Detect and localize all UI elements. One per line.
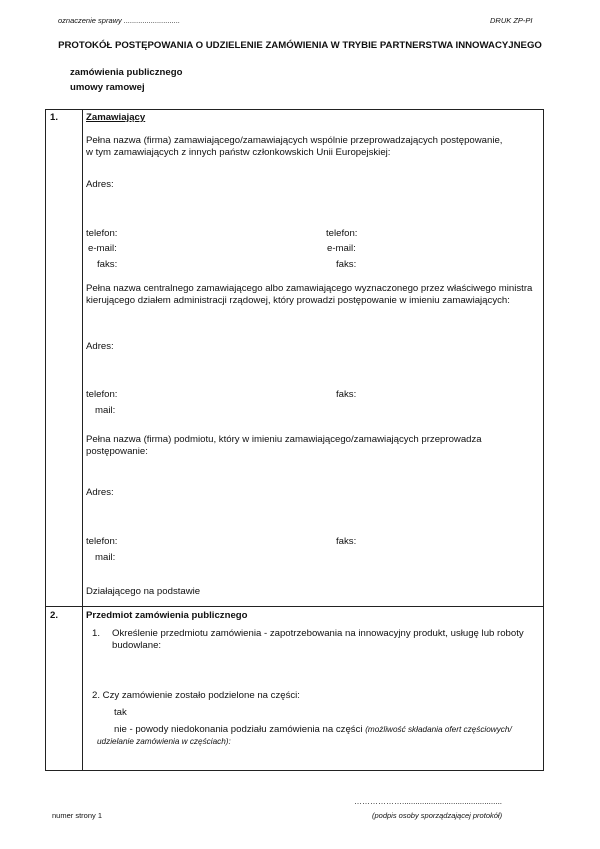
section-2-heading: Przedmiot zamówienia publicznego xyxy=(86,610,248,621)
option-no xyxy=(114,724,512,736)
address-label-2: Adres: xyxy=(86,341,114,352)
subtitle-public-order: zamówienia publicznego xyxy=(70,67,183,78)
phone-label-2: telefon: xyxy=(86,389,118,400)
fax-label-3: faks: xyxy=(336,536,357,547)
signature-caption: (podpis osoby sporządzającej protokół) xyxy=(372,811,503,820)
fax-label-left: faks: xyxy=(97,259,118,270)
form-code: DRUK ZP-PI xyxy=(490,16,533,25)
fax-label-2: faks: xyxy=(336,389,357,400)
section-1-heading: Zamawiający xyxy=(86,112,146,123)
section-2-number: 2. xyxy=(50,610,59,621)
mail-label-3: mail: xyxy=(95,552,116,563)
page-title: PROTOKÓŁ POSTĘPOWANIA O UDZIELENIE ZAMÓWIENIA W TRYBIE PARTNERSTWA INNOWACYJNEGO xyxy=(58,40,542,51)
case-reference: oznaczenie sprawy ........................... xyxy=(58,16,181,25)
mail-label-2: mail: xyxy=(95,405,116,416)
entity-label-2: postępowanie: xyxy=(86,446,148,457)
section-1-number: 1. xyxy=(50,112,59,123)
option-no-note: (możliwość składania ofert częściowych/ xyxy=(365,725,512,734)
column-divider xyxy=(82,110,83,770)
legal-basis-label: Działającego na podstawie xyxy=(86,586,201,597)
item-1-number: 1. xyxy=(92,628,101,639)
page-number: numer strony 1 xyxy=(52,811,103,820)
phone-label-3: telefon: xyxy=(86,536,118,547)
option-yes: tak xyxy=(114,707,127,718)
option-no-label: nie - powody niedokonania podziału zamówienia na części xyxy=(114,724,363,735)
central-buyer-label-1: Pełna nazwa centralnego zamawiającego albo zamawiającego wyznaczonego przez właściwego ministra xyxy=(86,283,533,294)
full-name-label-2: w tym zamawiających z innych państw członkowskich Unii Europejskiej: xyxy=(86,147,391,158)
item-2-question: 2. Czy zamówienie zostało podzielone na części: xyxy=(92,690,300,701)
address-label: Adres: xyxy=(86,179,114,190)
address-label-3: Adres: xyxy=(86,487,114,498)
email-label-right: e-mail: xyxy=(327,243,356,254)
item-1-label-2: budowlane: xyxy=(112,640,162,651)
row-divider xyxy=(46,606,543,607)
item-1-label-1: Określenie przedmiotu zamówienia - zapotrzebowania na innowacyjny produkt, usługę lub roboty xyxy=(112,628,524,639)
subtitle-framework: umowy ramowej xyxy=(70,82,145,93)
central-buyer-label-2: kierującego działem administracji rządowej, który prowadzi postępowanie w imieniu zamawiających: xyxy=(86,295,510,306)
full-name-label-1: Pełna nazwa (firma) zamawiającego/zamawiających wspólnie przeprowadzających postępowanie, xyxy=(86,135,503,146)
option-no-note-2: udzielanie zamówienia w częściach): xyxy=(97,737,231,746)
phone-label-left: telefon: xyxy=(86,228,118,239)
fax-label-right: faks: xyxy=(336,259,357,270)
signature-line: ………………............................................. xyxy=(354,797,503,806)
entity-label-1: Pełna nazwa (firma) podmiotu, który w imieniu zamawiającego/zamawiających przeprowadza xyxy=(86,434,482,445)
phone-label-right: telefon: xyxy=(326,228,358,239)
email-label-left: e-mail: xyxy=(88,243,117,254)
